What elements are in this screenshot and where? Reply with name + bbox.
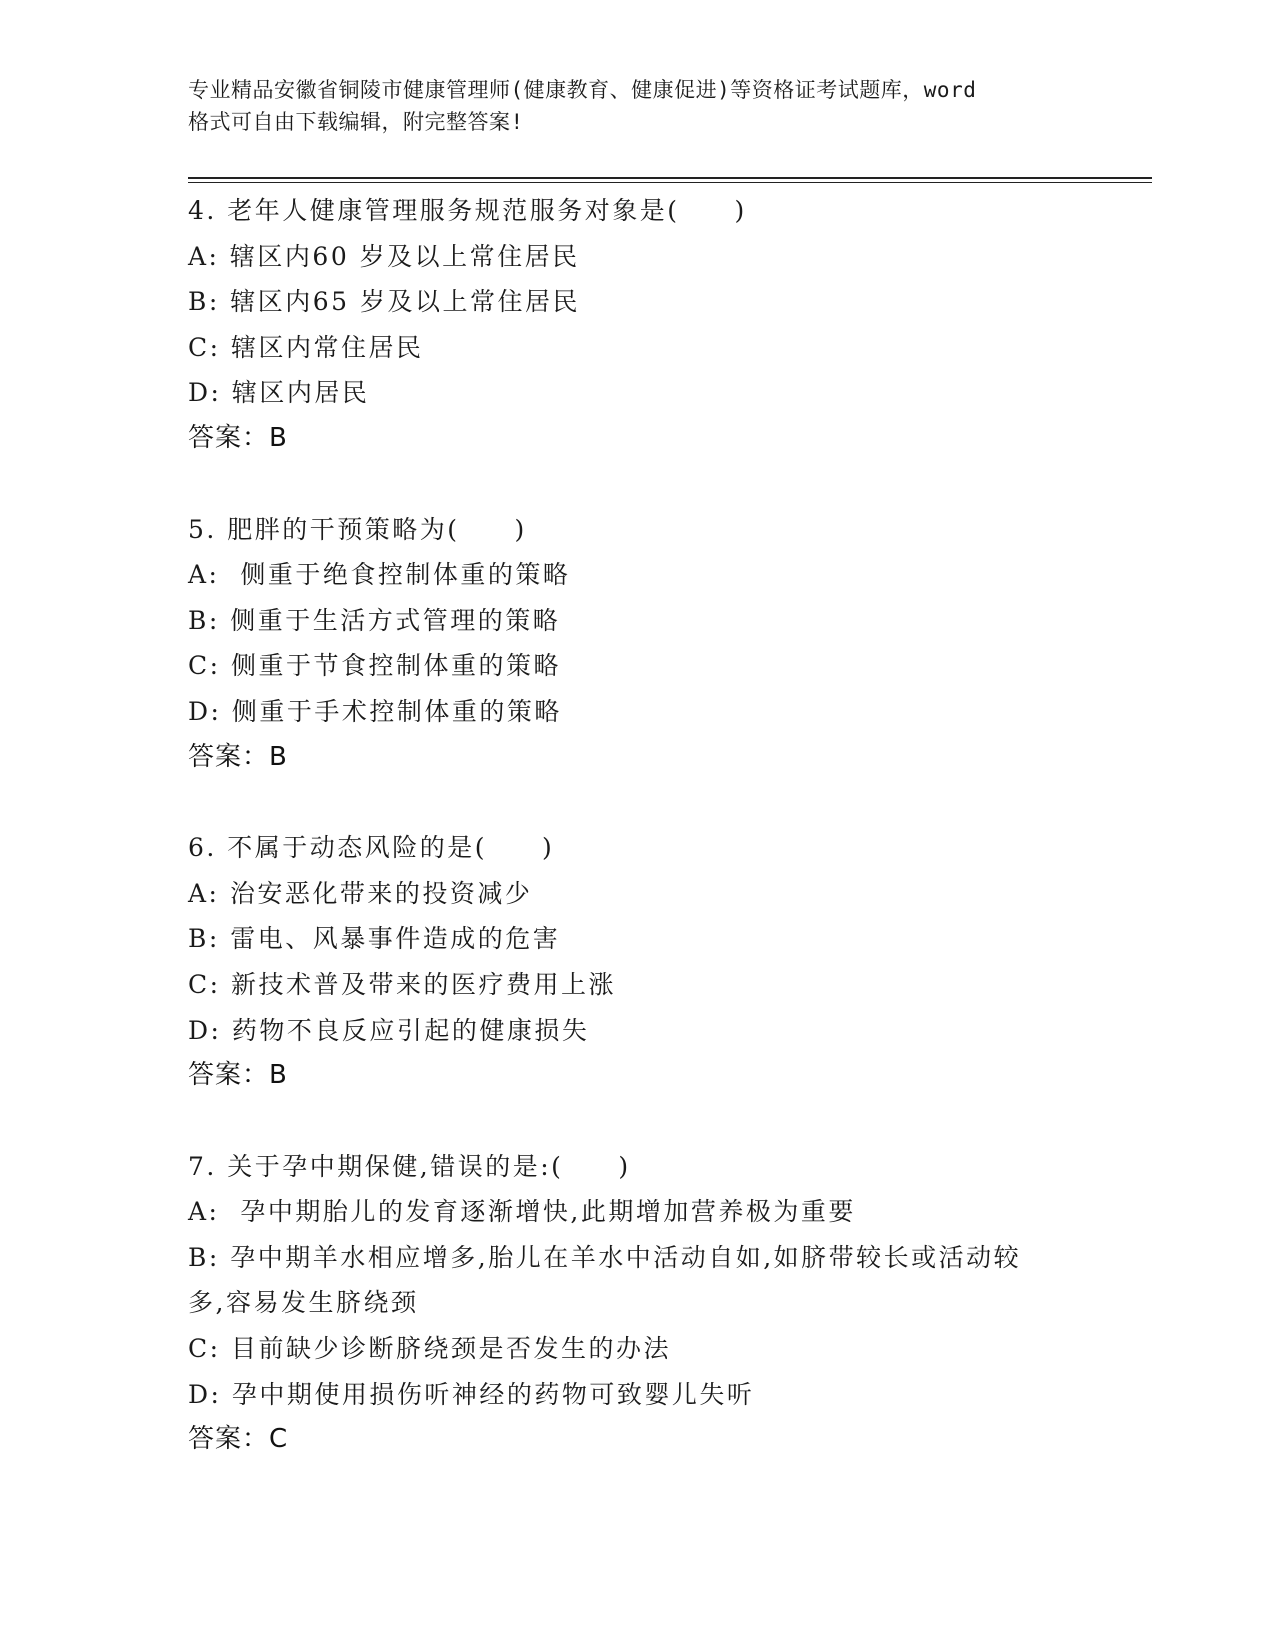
answer (188, 735, 1088, 781)
option-d: D: 孕中期使用损伤听神经的药物可致婴儿失听 (188, 1379, 755, 1409)
question-stem: 6. 不属于动态风险的是( ) (188, 833, 555, 863)
option-d: D: 侧重于手术控制体重的策略 (188, 696, 562, 726)
option-a: A: 孕中期胎儿的发育逐渐增快,此期增加营养极为重要 (188, 1197, 856, 1227)
question-list (188, 188, 1088, 1508)
header-note-line-2: 格式可自由下载编辑，附完整答案! (188, 110, 524, 134)
answer (188, 416, 1088, 462)
question-4 (188, 188, 1088, 462)
header-note (188, 74, 1088, 138)
option-b: B: 雷电、风暴事件造成的危害 (188, 924, 561, 954)
answer-label: 答案： (188, 1060, 270, 1091)
option-c: C: 侧重于节食控制体重的策略 (188, 651, 561, 681)
answer-label: 答案： (188, 422, 270, 453)
answer (188, 1053, 1088, 1099)
question-stem: 7. 关于孕中期保健,错误的是:( ) (188, 1151, 631, 1181)
option-b: B: 侧重于生活方式管理的策略 (188, 605, 561, 635)
option-a: A: 辖区内60 岁及以上常住居民 (188, 241, 580, 271)
answer-value: C (269, 1424, 289, 1455)
question-stem: 4. 老年人健康管理服务规范服务对象是( ) (188, 196, 747, 225)
option-b: B: 孕中期羊水相应增多,胎儿在羊水中活动自如,如脐带较长或活动较 (188, 1242, 1022, 1272)
option-a: A: 侧重于绝食控制体重的策略 (188, 560, 571, 590)
answer-value: B (269, 422, 288, 453)
option-d: D: 药物不良反应引起的健康损失 (188, 1015, 590, 1045)
header-divider-thick (188, 177, 1152, 179)
option-c: C: 目前缺少诊断脐绕颈是否发生的办法 (188, 1334, 671, 1364)
option-c: C: 新技术普及带来的医疗费用上涨 (188, 969, 616, 999)
question-5 (188, 507, 1088, 781)
question-6 (188, 825, 1088, 1099)
answer-value: B (269, 1060, 288, 1091)
option-d: D: 辖区内居民 (188, 378, 370, 408)
question-stem: 5. 肥胖的干预策略为( ) (188, 514, 527, 544)
header-note-line-1: 专业精品安徽省铜陵市健康管理师(健康教育、健康促进)等资格证考试题库，word (188, 78, 977, 102)
question-7 (188, 1144, 1088, 1463)
answer-value: B (269, 741, 288, 772)
option-b: B: 辖区内65 岁及以上常住居民 (188, 287, 581, 317)
option-b-continued: 多,容易发生脐绕颈 (188, 1288, 419, 1318)
answer-label: 答案： (188, 741, 270, 772)
option-a: A: 治安恶化带来的投资减少 (188, 878, 533, 908)
answer-label: 答案： (188, 1424, 270, 1455)
option-c: C: 辖区内常住居民 (188, 332, 424, 362)
answer (188, 1417, 1088, 1463)
header-divider-thin (188, 182, 1152, 183)
